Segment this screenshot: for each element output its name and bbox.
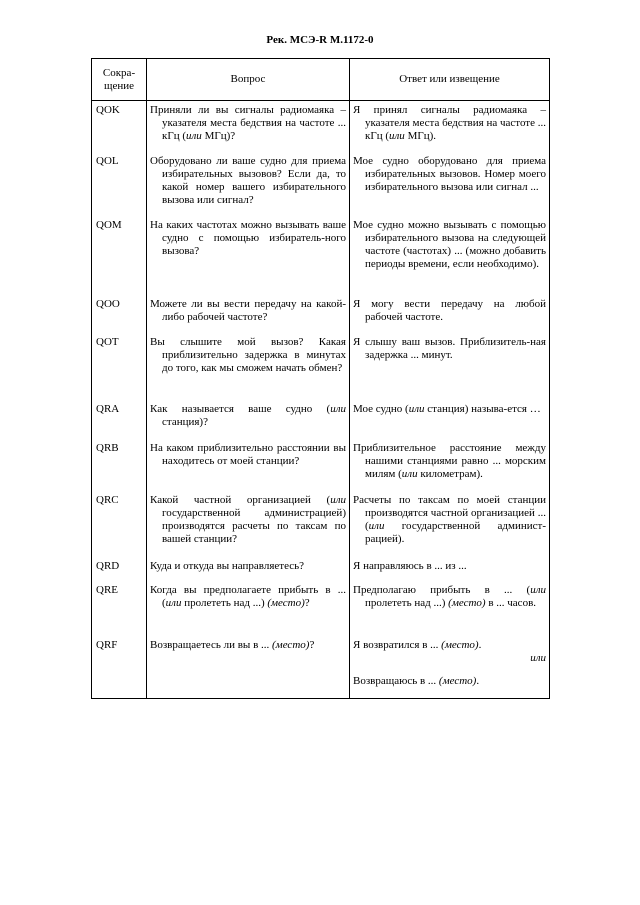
row-question: Куда и откуда вы направляетесь? — [147, 557, 350, 581]
row-answer — [350, 636, 550, 699]
row-code: QOT — [92, 333, 147, 400]
table-row — [92, 295, 550, 333]
row-question: Вы слышите мой вызов? Какая приблизительно задержка в минутах до того, как мы сможем начать обмен? — [147, 333, 350, 400]
row-code: QRD — [92, 557, 147, 581]
row-answer: Мое судно оборудовано для приема избирательных вызовов. Номер моего избирательного вызова или сигнал ... — [350, 152, 550, 216]
row-question: Можете ли вы вести передачу на какой-либо рабочей частоте? — [147, 295, 350, 333]
table-row — [92, 581, 550, 636]
table-row — [92, 333, 550, 400]
header-question: Вопрос — [147, 59, 350, 101]
row-question: Какой частной организацией (или государственной администрацией) производятся расчеты по таксам по вашей станции? — [147, 491, 350, 557]
table-row — [92, 557, 550, 581]
row-code: QRB — [92, 439, 147, 491]
table-row — [92, 101, 550, 152]
row-answer: Мое судно можно вызывать с помощью избирательного вызова на следующей частоте (частотах) ... (можно добавить периоды времени, если необходимо). — [350, 216, 550, 295]
row-code: QOL — [92, 152, 147, 216]
answer-connector: или — [530, 651, 546, 664]
header-code: Сокра- щение — [92, 59, 147, 101]
row-code: QOM — [92, 216, 147, 295]
row-code: QRE — [92, 581, 147, 636]
row-code: QOO — [92, 295, 147, 333]
row-answer: Я слышу ваш вызов. Приблизитель-ная задержка ... минут. — [350, 333, 550, 400]
row-question: Оборудовано ли ваше судно для приема избирательных вызовов? Если да, то какой номер вашего избирательного вызова или сигнал? — [147, 152, 350, 216]
row-answer: Я могу вести передачу на любой рабочей частоте. — [350, 295, 550, 333]
answer-first: Я возвратился в ... (место). — [353, 638, 482, 651]
answer-second: Возвращаюсь в ... (место). — [353, 674, 480, 687]
row-question: Возвращаетесь ли вы в ... (место)? — [147, 636, 350, 699]
row-question: На каких частотах можно вызывать ваше судно с помощью избиратель-ного вызова? — [147, 216, 350, 295]
table-row — [92, 439, 550, 491]
table-row — [92, 491, 550, 557]
table-row — [92, 400, 550, 439]
table-row — [92, 152, 550, 216]
row-code: QOK — [92, 101, 147, 152]
row-answer: Приблизительное расстояние между нашими станциями равно ... морским милям (или километрам). — [350, 439, 550, 491]
row-code: QRC — [92, 491, 147, 557]
row-answer: Я принял сигналы радиомаяка – указателя места бедствия на частоте ... кГц (или МГц). — [350, 101, 550, 152]
row-code: QRF — [92, 636, 147, 699]
row-answer: Я направляюсь в ... из ... — [350, 557, 550, 581]
table-row — [92, 216, 550, 295]
row-answer: Расчеты по таксам по моей станции производятся частной организацией ... (или государственной админист-рацией). — [350, 491, 550, 557]
row-question: На каком приблизительно расстоянии вы находитесь от моей станции? — [147, 439, 350, 491]
row-question: Приняли ли вы сигналы радиомаяка – указателя места бедствия на частоте ... кГц (или МГц)? — [147, 101, 350, 152]
row-question: Как называется ваше судно (или станция)? — [147, 400, 350, 439]
table-row — [92, 636, 550, 699]
row-answer: Предполагаю прибыть в ... (или пролететь над ...) (место) в ... часов. — [350, 581, 550, 636]
row-answer: Мое судно (или станция) называ-ется … — [350, 400, 550, 439]
row-code: QRA — [92, 400, 147, 439]
row-question: Когда вы предполагаете прибыть в ... (или пролететь над ...) (место)? — [147, 581, 350, 636]
q-code-table — [91, 58, 550, 699]
header-answer: Ответ или извещение — [350, 59, 550, 101]
page-header: Рек. МСЭ-R M.1172-0 — [266, 34, 374, 46]
table-header-row — [92, 59, 550, 101]
